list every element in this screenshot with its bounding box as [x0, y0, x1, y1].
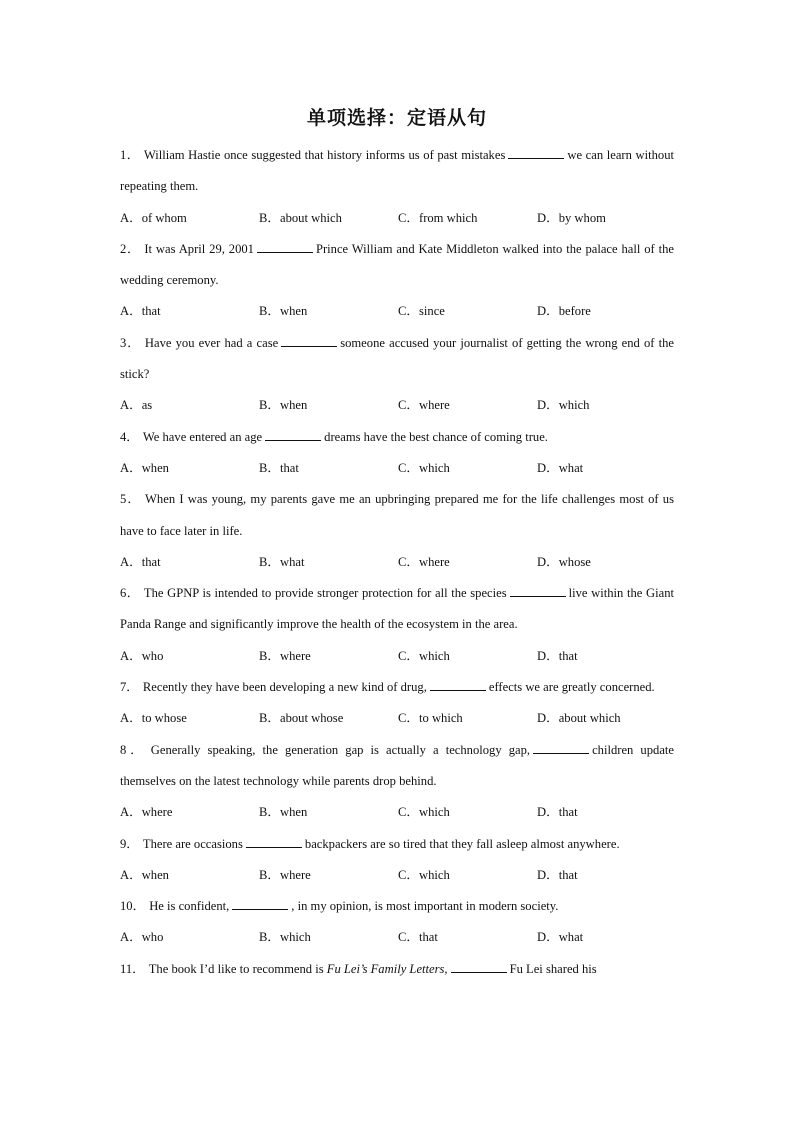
question-text-before: Have you ever had a case	[144, 335, 279, 350]
answer-blank	[451, 960, 507, 973]
question-text-before: He is confident,	[149, 899, 230, 914]
answer-options	[120, 797, 674, 828]
answer-blank	[281, 334, 337, 347]
answer-option: C．to which	[398, 711, 463, 726]
question-9	[120, 829, 674, 860]
answer-options	[120, 453, 674, 484]
question-text-after: , in my opinion, is most important in modern society.	[291, 899, 559, 914]
answer-option: C．which	[398, 867, 450, 882]
question-text-before: Generally speaking, the generation gap is actually a technology gap,	[150, 742, 531, 757]
answer-option: D．about which	[537, 711, 621, 726]
answer-option: A．that	[120, 304, 161, 319]
answer-option: D．that	[537, 805, 578, 820]
answer-option: B．what	[259, 554, 305, 569]
question-11	[120, 954, 674, 985]
question-text-after: someone accused your journalist of getting the wrong end of the stick?	[120, 335, 674, 382]
question-list	[120, 140, 674, 954]
question-number: 9．	[120, 836, 139, 851]
answer-options	[120, 203, 674, 234]
question-number: 1．	[120, 148, 140, 162]
answer-blank	[257, 240, 313, 253]
page-title: 单项选择：定语从句	[306, 107, 487, 129]
question-number: 3．	[120, 335, 141, 350]
question-text-before: We have entered an age	[142, 429, 263, 444]
answer-blank	[508, 146, 564, 159]
question-text-before: Recently they have been developing a new kind of drug,	[142, 680, 427, 695]
question-7	[120, 672, 674, 703]
answer-option: A．of whom	[120, 210, 187, 225]
answer-option: B．that	[259, 460, 299, 475]
answer-options	[120, 922, 674, 953]
answer-option: D．before	[537, 304, 591, 319]
question-number: 2．	[120, 241, 141, 256]
question-1	[120, 140, 674, 203]
answer-option: C．that	[398, 930, 438, 945]
answer-option: B．about which	[259, 210, 342, 225]
answer-option: D．that	[537, 867, 578, 882]
question-text-before: The GPNP is intended to provide stronger protection for all the species	[143, 586, 507, 601]
answer-option: B．which	[259, 930, 311, 945]
answer-option: A．who	[120, 648, 164, 663]
question-text-after: live within the Giant Panda Range and significantly improve the health of the ecosystem in the area.	[120, 586, 675, 632]
answer-option: B．when	[259, 398, 308, 413]
question-text-before: There are occasions	[142, 836, 243, 851]
question-text-after: dreams have the best chance of coming true.	[324, 429, 548, 444]
answer-option: D．what	[537, 460, 584, 475]
answer-option: D．which	[537, 398, 590, 413]
answer-blank	[246, 835, 302, 848]
answer-option: B．where	[259, 867, 311, 882]
answer-option: C．which	[398, 648, 450, 663]
question-number: 11．	[120, 961, 145, 976]
question-number: 7．	[120, 680, 139, 695]
answer-option: C．which	[398, 460, 450, 475]
answer-options	[120, 860, 674, 891]
answer-option: B．when	[259, 304, 308, 319]
question-text-before: The book I’d like to recommend is	[148, 961, 324, 976]
answer-option: C．since	[398, 304, 445, 319]
answer-option: B．where	[259, 648, 311, 663]
question-text-before: William Hastie once suggested that history informs us of past mistakes	[143, 148, 506, 162]
question-2	[120, 234, 674, 297]
question-text-after: backpackers are so tired that they fall asleep almost anywhere.	[304, 836, 620, 851]
question-text-after: Prince William and Kate Middleton walked into the palace hall of the wedding ceremony.	[120, 241, 675, 288]
question-text-after: we can learn without repeating them.	[120, 148, 674, 194]
question-number: 5．	[120, 492, 142, 507]
question-number: 10．	[120, 899, 146, 914]
answer-option: A．where	[120, 805, 173, 820]
question-text-before: When I was young, my parents gave me an upbringing prepared me for the life challenges most of us have to face later in life.	[120, 492, 674, 538]
answer-option: D．what	[537, 930, 584, 945]
answer-options	[120, 390, 674, 421]
answer-blank	[232, 897, 288, 910]
question-text-after: Fu Lei shared his	[509, 961, 597, 976]
answer-blank	[430, 678, 486, 691]
answer-option: C．from which	[398, 210, 478, 225]
answer-option: D．that	[537, 648, 578, 663]
answer-option: D．by whom	[537, 210, 606, 225]
question-number: 6．	[120, 586, 140, 601]
answer-options	[120, 703, 674, 734]
answer-options	[120, 547, 674, 578]
answer-options	[120, 296, 674, 327]
answer-options	[120, 641, 674, 672]
answer-option: C．which	[398, 805, 450, 820]
question-text-after: children update themselves on the latest technology while parents drop behind.	[120, 742, 675, 788]
question-text-after: effects we are greatly concerned.	[488, 680, 655, 695]
question-6	[120, 578, 674, 641]
question-3	[120, 328, 674, 391]
question-number: 8．	[120, 742, 147, 757]
answer-option: A．who	[120, 930, 164, 945]
answer-option: A．when	[120, 460, 169, 475]
comma: ,	[444, 961, 448, 976]
answer-blank	[533, 741, 589, 754]
answer-blank	[510, 584, 566, 597]
answer-option: B．when	[259, 805, 308, 820]
answer-option: A．when	[120, 867, 169, 882]
answer-option: B．about whose	[259, 711, 344, 726]
answer-option: A．that	[120, 554, 161, 569]
answer-option: C．where	[398, 554, 450, 569]
question-10	[120, 891, 674, 922]
question-5	[120, 484, 674, 547]
answer-option: A．as	[120, 398, 153, 413]
question-number: 4．	[120, 429, 139, 444]
answer-option: D．whose	[537, 554, 591, 569]
answer-blank	[265, 428, 321, 441]
answer-option: C．where	[398, 398, 450, 413]
question-8	[120, 735, 674, 798]
question-4	[120, 422, 674, 453]
book-title: Fu Lei’s Family Letters	[326, 961, 445, 976]
question-text-before: It was April 29, 2001	[144, 241, 254, 256]
answer-option: A．to whose	[120, 711, 187, 726]
